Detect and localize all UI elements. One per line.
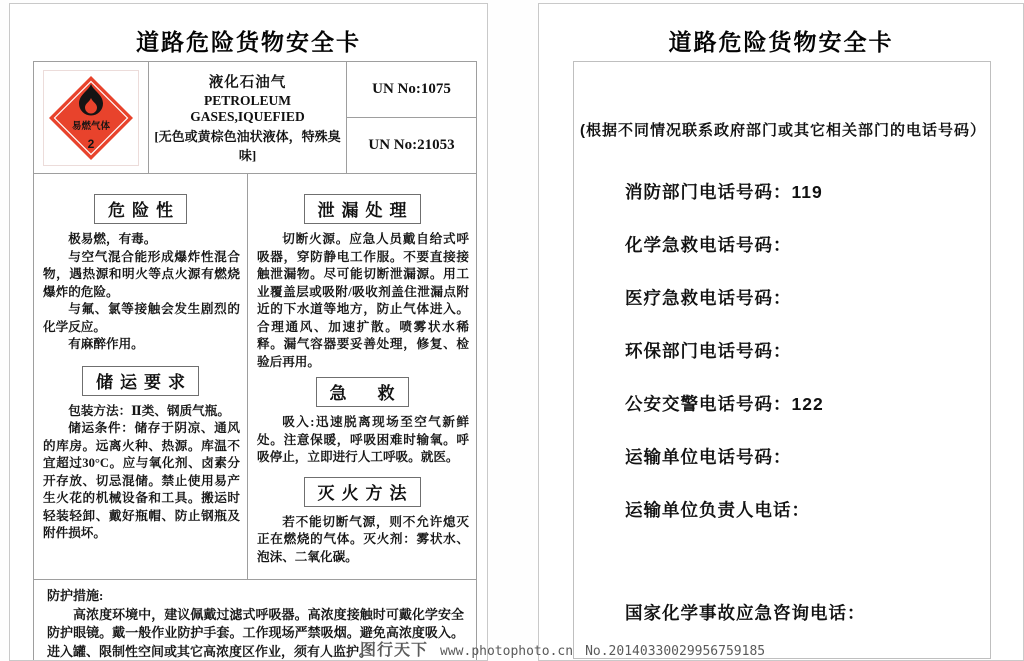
phone-value: 119 <box>791 182 823 202</box>
phone-list <box>574 140 990 625</box>
phone-item-traffic-police: 公安交警电话号码：122 <box>625 394 824 414</box>
un-number-1: UN No:1075 <box>372 81 451 97</box>
product-info-table <box>33 61 477 660</box>
section-header-fire: 灭火方法 <box>304 477 421 507</box>
product-name-en: PETROLEUM GASES,IQUEFIED <box>190 93 305 124</box>
section-text-first-aid: 吸入:迅速脱离现场至空气新鲜处。注意保暖，呼吸困难时输氧。呼吸停止，立即进行人工呼吸。就医。 <box>257 415 469 464</box>
right-column <box>248 174 476 579</box>
phone-item-national-chemical-accident: 国家化学事故应急咨询电话： <box>625 603 866 623</box>
protection-label: 防护措施: <box>47 588 104 603</box>
product-name-cell <box>149 62 347 173</box>
right-card-title: 道路危险货物安全卡 <box>668 29 894 55</box>
diamond-class-label: 易燃气体 <box>71 120 111 132</box>
left-card-title: 道路危险货物安全卡 <box>136 29 361 55</box>
section-text-fire: 若不能切断气源，则不允许熄灭正在燃烧的气体。灭火剂：雾状水、泡沫、二氧化碳。 <box>257 514 469 564</box>
un-number-2: UN No:21053 <box>368 137 455 153</box>
section-header-hazard: 危险性 <box>94 194 187 224</box>
phone-note: (根据不同情况联系政府部门或其它相关部门的电话号码） <box>580 122 986 139</box>
hazard-diamond-cell <box>34 62 149 173</box>
section-header-first-aid: 急 救 <box>316 377 409 407</box>
phone-item-chemical-aid: 化学急救电话号码： <box>625 235 792 255</box>
emergency-phone-box <box>573 61 991 659</box>
watermark <box>360 637 765 660</box>
diamond-class-number: 2 <box>87 136 95 151</box>
phone-item-transport-manager: 运输单位负责人电话： <box>625 500 810 520</box>
phone-item-transport-unit: 运输单位电话号码： <box>625 447 792 467</box>
watermark-url: www.photophoto.cn <box>440 644 574 659</box>
left-column <box>34 174 248 579</box>
phone-item-environment-dept: 环保部门电话号码： <box>625 341 792 361</box>
product-header-row <box>34 62 476 174</box>
product-name-cn: 液化石油气 <box>208 75 287 91</box>
left-card <box>9 3 488 661</box>
product-appearance: [无色或黄棕色油状液体，特殊臭味] <box>154 129 341 163</box>
un-number-cell <box>347 62 476 173</box>
protection-text: 高浓度环境中，建议佩戴过滤式呼吸器。高浓度接触时可戴化学安全防护眼镜。戴一般作业防护手套。工作现场严禁吸烟。避免高浓度吸入。进入罐、限制性空间或其它高浓度区作业，须有人监护。 <box>47 606 464 659</box>
section-header-leak: 泄漏处理 <box>304 194 421 224</box>
section-header-storage: 储运要求 <box>82 366 199 396</box>
right-card <box>538 3 1024 661</box>
section-text-storage: 包装方法：Ⅱ类、钢质气瓶。 储运条件：储存于阴凉、通风的库房。远离火种、热源。库温不宜超过30°C。应与氧化剂、卤素分开存放、切忌混储。禁止使用易产生火花的机械设备和工具。搬运时轻装轻卸、戴好瓶帽、防止钢瓶及附件损坏。 <box>43 403 240 540</box>
watermark-brand: 图行天下 <box>360 642 429 659</box>
phone-value: 122 <box>791 394 824 414</box>
flammable-gas-diamond-icon <box>43 70 139 166</box>
phone-item-medical-aid: 医疗急救电话号码： <box>625 288 792 308</box>
sections-row <box>34 174 476 580</box>
watermark-number: No.20140330029956759185 <box>585 644 766 659</box>
section-text-hazard: 极易燃，有毒。 与空气混合能形成爆炸性混合物，遇热源和明火等点火源有燃烧爆炸的危险。 与氟、氯等接触会发生剧烈的化学反应。 有麻醉作用。 <box>43 232 240 351</box>
section-text-leak: 切断火源。应急人员戴自给式呼吸器，穿防静电工作服。不要直接接触泄漏物。尽可能切断泄漏源。用工业覆盖层或吸附/吸收剂盖住泄漏点附近的下水道等地方，防止气体进入。合理通风、加速扩散。喷雾状水稀释。漏气容器要妥善处理，修复、检验后再用。 <box>257 232 469 369</box>
phone-item-fire-dept: 消防部门电话号码：119 <box>625 182 823 202</box>
